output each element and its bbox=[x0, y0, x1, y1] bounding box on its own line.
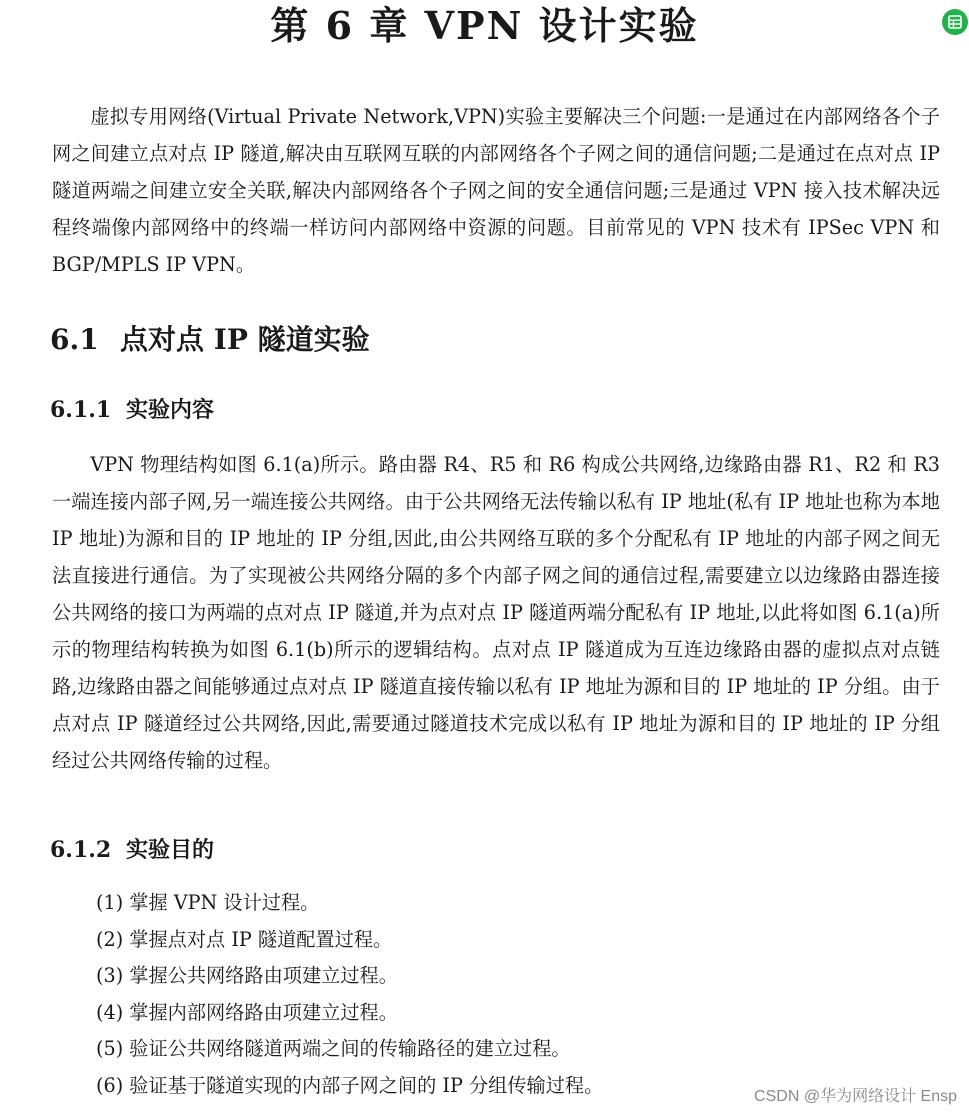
subsection-title: 实验内容 bbox=[126, 397, 215, 423]
grid-glyph bbox=[948, 15, 962, 29]
list-item: (3) 掌握公共网络路由项建立过程。 bbox=[96, 964, 398, 987]
section-6-1-heading bbox=[50, 320, 370, 360]
subsection-6-1-1-heading bbox=[50, 394, 214, 426]
csdn-watermark: CSDN @华为网络设计 Ensp bbox=[754, 1088, 957, 1105]
chapter-title: 第 6 章 VPN 设计实验 bbox=[270, 3, 699, 48]
subsection-number: 6.1.2 bbox=[50, 837, 112, 863]
subsection-number: 6.1.1 bbox=[50, 397, 112, 423]
list-item: (2) 掌握点对点 IP 隧道配置过程。 bbox=[96, 927, 393, 951]
section-title: 点对点 IP 隧道实验 bbox=[120, 323, 370, 356]
subsection-title: 实验目的 bbox=[126, 837, 215, 863]
list-item: (5) 验证公共网络隧道两端之间的传输路径的建立过程。 bbox=[96, 1037, 571, 1060]
experiment-goals-list bbox=[96, 885, 603, 1104]
subsection-6-1-2-heading bbox=[50, 834, 214, 866]
intro-paragraph: 虚拟专用网络(Virtual Private Network,VPN)实验主要解决三个问题:一是通过在内部网络各个子网之间建立点对点 IP 隧道,解决由互联网互联的内部网络各个子网之间的通信问题;二是通过在点对点 IP 隧道两端之间建立安全关联,解决内部网络各个子网之间的安全通信问题;三是通过 VPN 接入技术解决远程终端像内部网络中的终端一样访问内部网络中资源的问题。目前常见的 VPN 技术有 IPSec VPN 和 BGP/MPLS IP VPN。 bbox=[52, 105, 940, 276]
experiment-content-paragraph: VPN 物理结构如图 6.1(a)所示。路由器 R4、R5 和 R6 构成公共网络,边缘路由器 R1、R2 和 R3 一端连接内部子网,另一端连接公共网络。由于公共网络无法传输以私有 IP 地址(私有 IP 地址也称为本地 IP 地址)为源和目的 IP 地址的 IP 分组,因此,由公共网络互联的多个分配私有 IP 地址的内部子网之间无法直接进行通信。为了实现被公共网络分隔的多个内部子网之间的通信过程,需要建立以边缘路由器连接公共网络的接口为两端的点对点 IP 隧道,并为点对点 IP 隧道两端分配私有 IP 地址,以此将如图 6.1(a)所示的物理结构转换为如图 6.1(b)所示的逻辑结构。点对点 IP 隧道成为互连边缘路由器的虚拟点对点链路,边缘路由器之间能够通过点对点 IP 隧道直接传输以私有 IP 地址为源和目的 IP 地址的 IP 分组。由于点对点 IP 隧道经过公共网络,因此,需要通过隧道技术完成以私有 IP 地址为源和目的 IP 地址的 IP 分组经过公共网络传输的过程。 bbox=[52, 453, 940, 772]
list-item: (1) 掌握 VPN 设计过程。 bbox=[96, 891, 320, 914]
spreadsheet-icon[interactable] bbox=[942, 9, 968, 35]
list-item: (4) 掌握内部网络路由项建立过程。 bbox=[96, 1000, 398, 1024]
list-item: (6) 验证基于隧道实现的内部子网之间的 IP 分组传输过程。 bbox=[96, 1073, 604, 1097]
section-number: 6.1 bbox=[50, 323, 99, 356]
